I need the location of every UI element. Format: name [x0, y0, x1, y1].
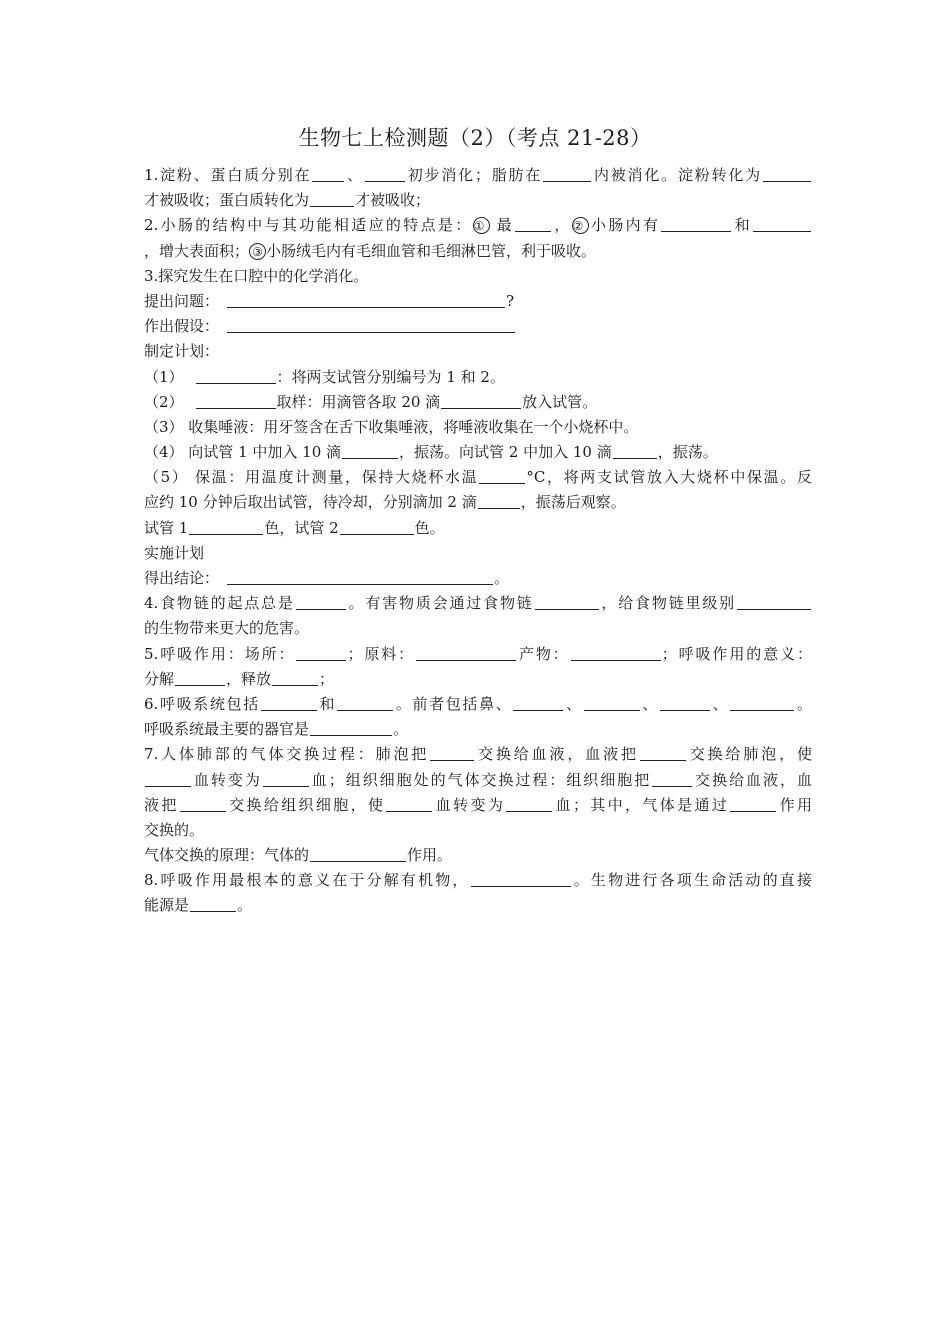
- q8-line1: 8.呼吸作用最根本的意义在于分解有机物， 。生物进行各项生命活动的直接: [144, 871, 812, 890]
- blank[interactable]: [430, 744, 474, 761]
- page-title: 生物七上检测题（2）（考点 21-28）: [298, 126, 652, 150]
- blank[interactable]: [730, 795, 776, 812]
- blank[interactable]: [660, 694, 710, 711]
- q7-line3: 液把 交换给组织细胞，使 血转变为 血；其中，气体是通过 作用: [144, 795, 812, 814]
- q3-step1: （1） ：将两支试管分别编号为 1 和 2。: [144, 367, 505, 386]
- q6-line2: 呼吸系统最主要的器官是 。: [144, 720, 409, 739]
- blank[interactable]: [640, 744, 686, 761]
- q3-question: 提出问题： ?: [144, 291, 515, 310]
- q5-line2: 分解 ，释放 ；: [144, 669, 335, 688]
- blank[interactable]: [310, 190, 354, 207]
- q6-line1: 6.呼吸系统包括 和 。前者包括鼻、 、 、 、 。: [144, 694, 812, 713]
- blank[interactable]: [310, 845, 406, 862]
- q3-implement: 实施计划: [144, 543, 205, 562]
- q3-step5: （5） 保温：用温度计测量，保持大烧杯水温 °C，将两支试管放入大烧杯中保温。反: [144, 468, 812, 487]
- blank[interactable]: [506, 795, 552, 812]
- q3-step3: （3） 收集唾液：用牙签含在舌下收集唾液，将唾液收集在一个小烧杯中。: [144, 417, 639, 436]
- blank[interactable]: [272, 669, 318, 686]
- q3-hypothesis: 作出假设：: [144, 314, 812, 339]
- blank[interactable]: [652, 770, 692, 787]
- q1-line1: 1.淀粉、蛋白质分别在 、 初步消化；脂肪在 内被消化。淀粉转化为: [144, 163, 812, 188]
- blank[interactable]: [513, 694, 563, 711]
- blank[interactable]: [196, 367, 276, 384]
- blank[interactable]: [296, 593, 346, 610]
- q3-heading: 3.探究发生在口腔中的化学消化。: [144, 266, 369, 285]
- blank[interactable]: [571, 644, 661, 661]
- q8-line2: 能源是 。: [144, 896, 253, 915]
- blank[interactable]: [190, 895, 236, 912]
- blank[interactable]: [478, 492, 520, 509]
- q3-conclusion: 得出结论： 。: [144, 569, 510, 587]
- q3-plan: 制定计划：: [144, 342, 220, 361]
- blank[interactable]: [730, 694, 794, 711]
- blank[interactable]: [263, 770, 309, 787]
- question-body: [144, 163, 812, 919]
- blank[interactable]: [342, 442, 398, 459]
- blank[interactable]: [416, 644, 516, 661]
- blank[interactable]: [296, 644, 346, 661]
- q1-line2: 才被吸收；蛋白质转化为 才被吸收；: [144, 191, 431, 210]
- blank[interactable]: [227, 316, 515, 333]
- q5-line1: 5.呼吸作用：场所： ；原料： 产物： ；呼吸作用的意义：: [144, 644, 812, 663]
- circled-number: ②: [572, 217, 589, 234]
- blank[interactable]: [180, 795, 226, 812]
- q3-step2: （2） 取样：用滴管各取 20 滴 放入试管。: [144, 392, 598, 411]
- blank[interactable]: [613, 442, 657, 459]
- q4-line1: 4.食物链的起点总是 。有害物质会通过食物链 ，给食物链里级别: [144, 591, 812, 616]
- blank[interactable]: [310, 719, 392, 736]
- blank[interactable]: [441, 392, 521, 409]
- blank[interactable]: [340, 518, 414, 535]
- blank[interactable]: [543, 165, 591, 182]
- q7-line1: 7.人体肺部的气体交换过程：肺泡把 交换给血液，血液把 交换给肺泡，使: [144, 745, 812, 764]
- q7-line2: 血转变为 血；组织细胞处的气体交换过程：组织细胞把 交换给血液，血: [144, 768, 812, 793]
- blank[interactable]: [227, 568, 493, 585]
- blank[interactable]: [661, 215, 731, 232]
- q3-step5-cont: 应约 10 分钟后取出试管，待冷却，分别滴加 2 滴 ，振荡后观察。: [144, 493, 626, 512]
- blank[interactable]: [196, 392, 276, 409]
- blank[interactable]: [337, 694, 393, 711]
- blank[interactable]: [479, 467, 525, 484]
- q2-line1: 2.小肠的结构中与其功能相适应的特点是：① 最 ，② 小肠内有 和: [144, 213, 812, 238]
- circled-number: ①: [473, 217, 490, 234]
- blank[interactable]: [227, 291, 505, 308]
- circled-number: ③: [249, 243, 266, 260]
- blank[interactable]: [145, 770, 191, 787]
- blank[interactable]: [189, 518, 263, 535]
- q4-line2: 的生物带来更大的危害。: [144, 619, 310, 638]
- q3-results: 试管 1 色，试管 2 色。: [144, 518, 445, 537]
- q2-line2: ，增大表面积； ③ 小肠绒毛内有毛细血管和毛细淋巴管，利于吸收。: [144, 241, 597, 260]
- blank[interactable]: [365, 165, 405, 182]
- blank[interactable]: [312, 165, 344, 182]
- blank[interactable]: [737, 593, 811, 610]
- blank[interactable]: [175, 669, 225, 686]
- blank[interactable]: [515, 215, 551, 232]
- q7-line4: 交换的。: [144, 820, 205, 839]
- q7-principle: 气体交换的原理：气体的 作用。: [144, 846, 453, 865]
- blank[interactable]: [471, 870, 571, 887]
- blank[interactable]: [386, 795, 432, 812]
- q3-step4: （4） 向试管 1 中加入 10 滴 ，振荡。向试管 2 中加入 10 滴 ，振荡。: [144, 443, 718, 462]
- blank[interactable]: [584, 694, 640, 711]
- blank[interactable]: [763, 165, 811, 182]
- blank[interactable]: [535, 593, 599, 610]
- blank[interactable]: [753, 215, 811, 232]
- blank[interactable]: [261, 694, 317, 711]
